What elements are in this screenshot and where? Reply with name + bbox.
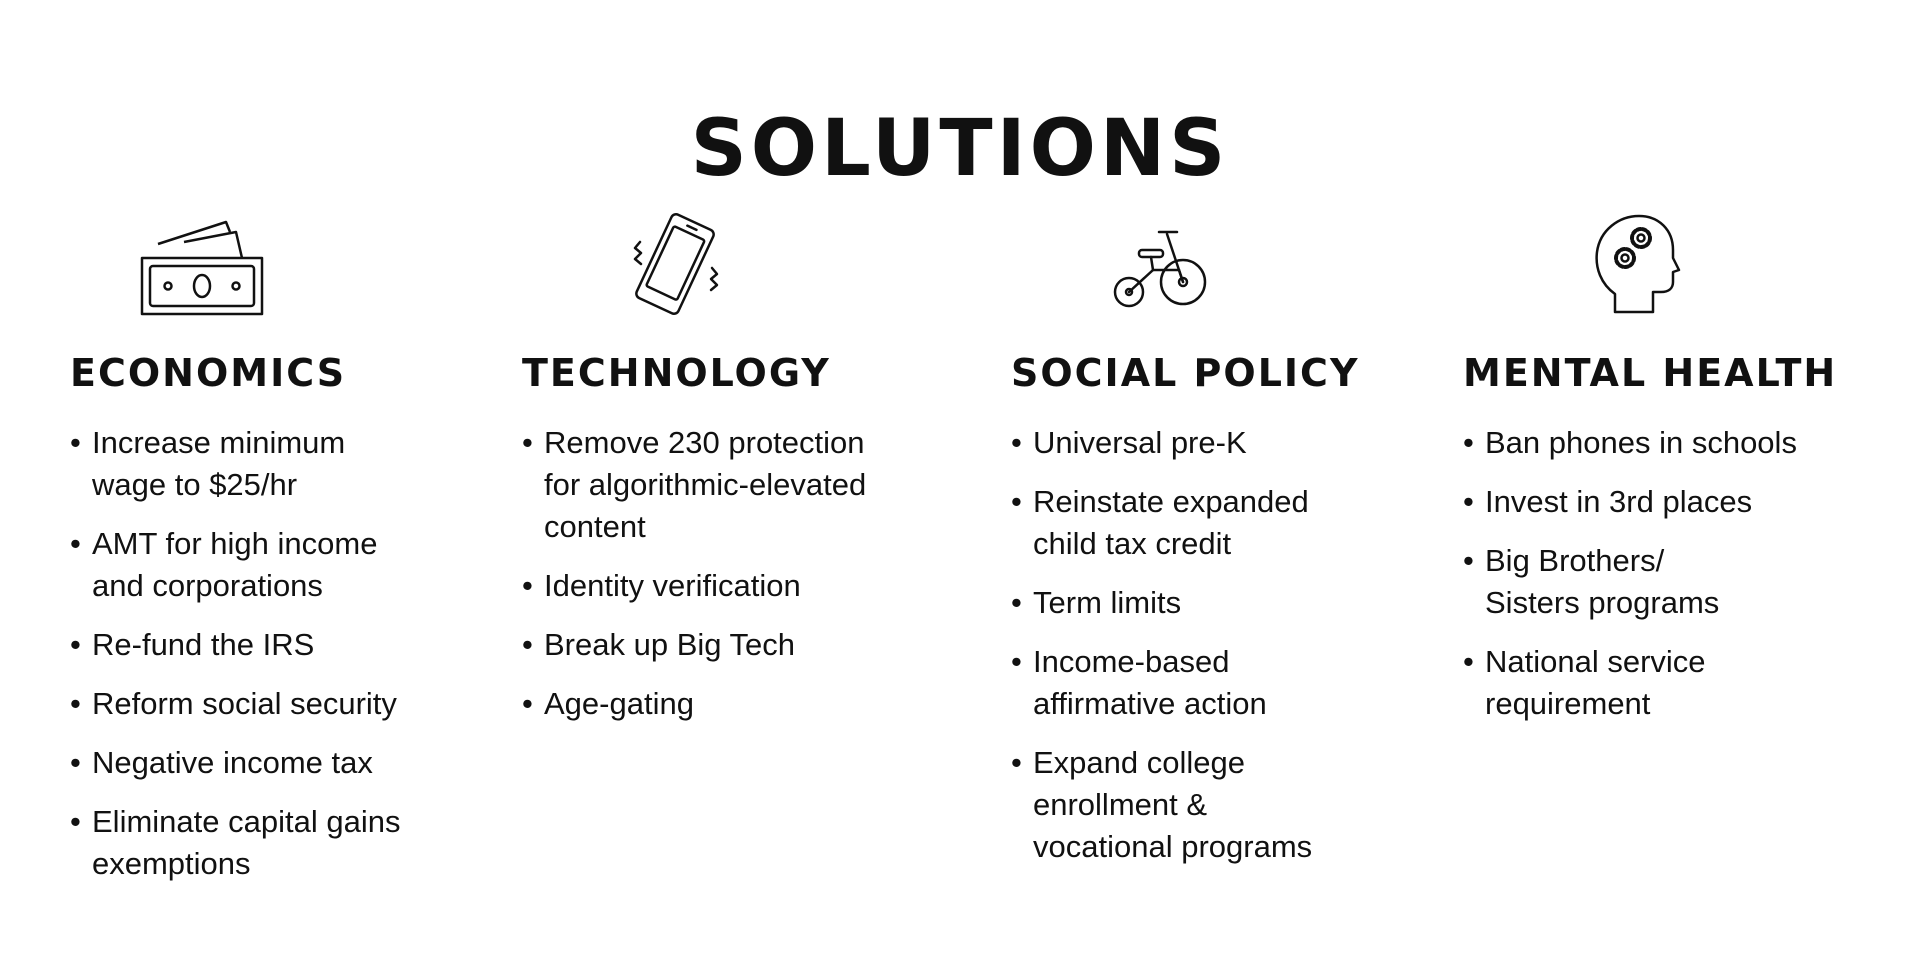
list-item: • Universal pre-K xyxy=(1011,422,1451,464)
list-item: • Negative income tax xyxy=(70,742,510,784)
column-heading: MENTAL HEALTH xyxy=(1463,351,1838,395)
list-item: • AMT for high income and corporations xyxy=(70,523,510,607)
list-item: • Eliminate capital gains exemptions xyxy=(70,801,510,885)
column-economics xyxy=(70,212,510,902)
column-heading: ECONOMICS xyxy=(70,351,347,395)
list-item: • Reform social security xyxy=(70,683,510,725)
list-item: • Increase minimum wage to $25/hr xyxy=(70,422,510,506)
list-item: • Reinstate expanded child tax credit xyxy=(1011,481,1451,565)
money-bills-icon xyxy=(136,212,266,316)
list-item: • Income-based affirmative action xyxy=(1011,641,1451,725)
list-item: • Re-fund the IRS xyxy=(70,624,510,666)
column-heading: TECHNOLOGY xyxy=(522,351,831,395)
list-item: • Ban phones in schools xyxy=(1463,422,1913,464)
column-mental-health xyxy=(1463,212,1913,742)
list-item: • Age-gating xyxy=(522,683,992,725)
list-item: • National service requirement xyxy=(1463,641,1913,725)
column-technology xyxy=(522,212,992,742)
page-title: SOLUTIONS xyxy=(690,104,1230,195)
list-item: • Break up Big Tech xyxy=(522,624,992,666)
list-item: • Big Brothers/ Sisters programs xyxy=(1463,540,1913,624)
solution-list xyxy=(1463,422,1913,725)
solution-list xyxy=(522,422,992,725)
solution-list xyxy=(1011,422,1451,868)
list-item: • Term limits xyxy=(1011,582,1451,624)
head-gears-icon xyxy=(1591,212,1681,316)
tricycle-icon xyxy=(1107,212,1217,316)
list-item: • Invest in 3rd places xyxy=(1463,481,1913,523)
list-item: • Expand college enrollment & vocational programs xyxy=(1011,742,1451,868)
list-item: • Remove 230 protection for algorithmic-elevated content xyxy=(522,422,992,548)
column-social-policy xyxy=(1011,212,1451,885)
vibrating-phone-icon xyxy=(630,212,720,316)
list-item: • Identity verification xyxy=(522,565,992,607)
solution-list xyxy=(70,422,510,885)
column-heading: SOCIAL POLICY xyxy=(1011,351,1360,395)
